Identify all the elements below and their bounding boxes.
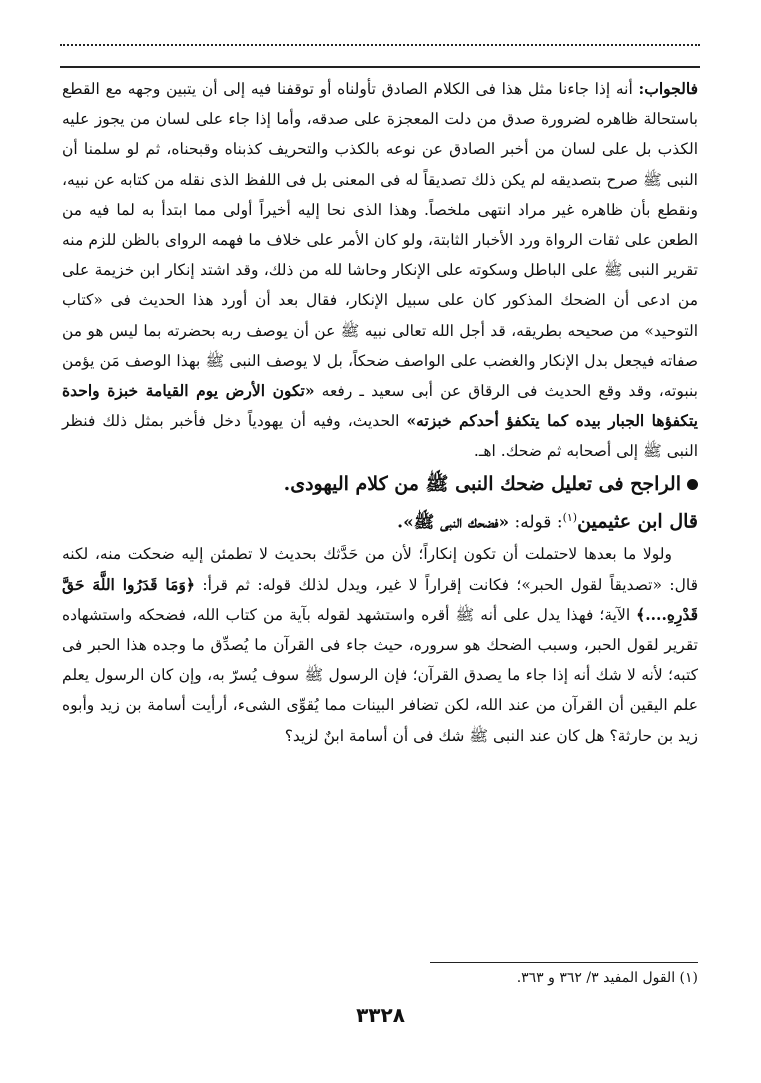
header-dotted-rule <box>60 44 700 46</box>
footnote-mark: (١) <box>562 510 578 524</box>
header-solid-rule <box>60 66 700 68</box>
page-number: ٣٣٢٨ <box>356 1003 405 1027</box>
footnote-rule <box>430 962 698 963</box>
explanation-part2: الآية؛ فهذا يدل على أنه ﷺ أقره واستشهد لقوله بآية من كتاب الله، فضحكه واستشهاده تقرير لقول الحبر، وسبب الضحك هو سروره، حيث جاء فى القرآن ما يُصدِّق ما وجده هذا الحبر فى كتبه؛ لأنه لا شك أنه إذا جاء ما يصدق القرآن؛ فإن الرسول ﷺ سوف يُسرّ به، وإن كان الرسول يعلم علم اليقين أن القرآن من عند الله، لكن تضافر البينات مما يُقوِّى الشىء، أرأيت أسامة بن زيد وأبوه زيد بن حارثة؟ هل كان عند النبى ﷺ شك فى أن أسامة ابنٌ لزيد؟ <box>62 605 698 745</box>
answer-lead: فالجواب: <box>638 79 698 98</box>
paragraph-answer <box>62 74 698 467</box>
section-heading <box>62 467 698 501</box>
answer-text: أنه إذا جاءنا مثل هذا فى الكلام الصادق تأولناه أو توقفنا فيه إلى أن يتبين وجهه مع القطع باستحالة ظاهره لضرورة صدق من دلت المعجزة على صدقه، وأما إذا جاء على لسان من يجوز عليه الكذب بل على لسان من أخبر الصادق عن نوعه بالكذب والتحريف كذبناه وقبحناه، ثم لو سلمنا أن النبى ﷺ صرح بتصديقه لم يكن ذلك تصديقاً له فى المعنى بل فى اللفظ الذى نقله من كتابه عن نبيه، ونقطع بأن ظاهره غير مراد انتهى ملخصاً. وهذا الذى نحا إليه أخيراً أولى مما ابتدأ به لما فيه من الطعن على ثقات الرواة ورد الأخبار الثابتة، ولو كان الأمر على خلاف ما فهمه الرواى بالظن للزم منه تقرير النبى ﷺ على الباطل وسكوته على الإنكار وحاشا لله من ذلك، وقد اشتد إنكار ابن خزيمة على من ادعى أن الضحك المذكور كان على سبيل الإنكار، فقال بعد أن أورد هذا الحديث فى «كتاب التوحيد» من صحيحه بطريقه، قد أجل الله تعالى نبيه ﷺ عن أن يوصف ربه بحضرته بما ليس هو من صفاته فيجعل بدل الإنكار والغضب على الواصف ضحكاً، بل لا يوصف النبى ﷺ بهذا الوصف مَن يؤمن بنبوته، وقد وقع الحديث فى الرقاق عن أبى سعيد ـ رفعه <box>62 80 698 401</box>
subheading <box>62 501 698 540</box>
explanation-part1: ولولا ما بعدها لاحتملت أن تكون إنكاراً؛ لأن من حَدَّثك بحديث لا تطمئن إليه ضحكت منه، لكنه قال: «تصديقاً لقول الحبر»؛ فكانت إقراراً لا غير، ويدل لذلك قوله: ثم قرأ: <box>62 545 699 594</box>
paragraph-explanation <box>62 539 698 750</box>
section-title: الراجح فى تعليل ضحك النبى ﷺ من كلام اليهودى. <box>283 472 681 495</box>
speaker-name: قال ابن عثيمين <box>577 510 698 533</box>
subhead-text: : قوله: <box>509 512 563 533</box>
subhead-quote: «فضحك النبى ﷺ». <box>397 512 510 533</box>
answer-tail: الحديث، وفيه أن يهودياً دخل فأخبر بمثل ذلك فنظر النبى ﷺ إلى أصحابه ثم ضحك. اهـ. <box>62 412 698 461</box>
bullet-icon <box>687 479 698 490</box>
main-text <box>62 74 698 751</box>
footnote: (١) القول المفيد ٣/ ٣٦٢ و ٣٦٣. <box>516 970 698 986</box>
verse-quote: ﴿وَمَا قَدَرُوا اللَّهَ حَقَّ قَدْرِهِ....﴾ <box>62 574 698 624</box>
hadith-quote: «تكون الأرض يوم القيامة خبزة واحدة يتكفؤها الجبار بيده كما يتكفؤ أحدكم خبزته» <box>62 381 698 431</box>
